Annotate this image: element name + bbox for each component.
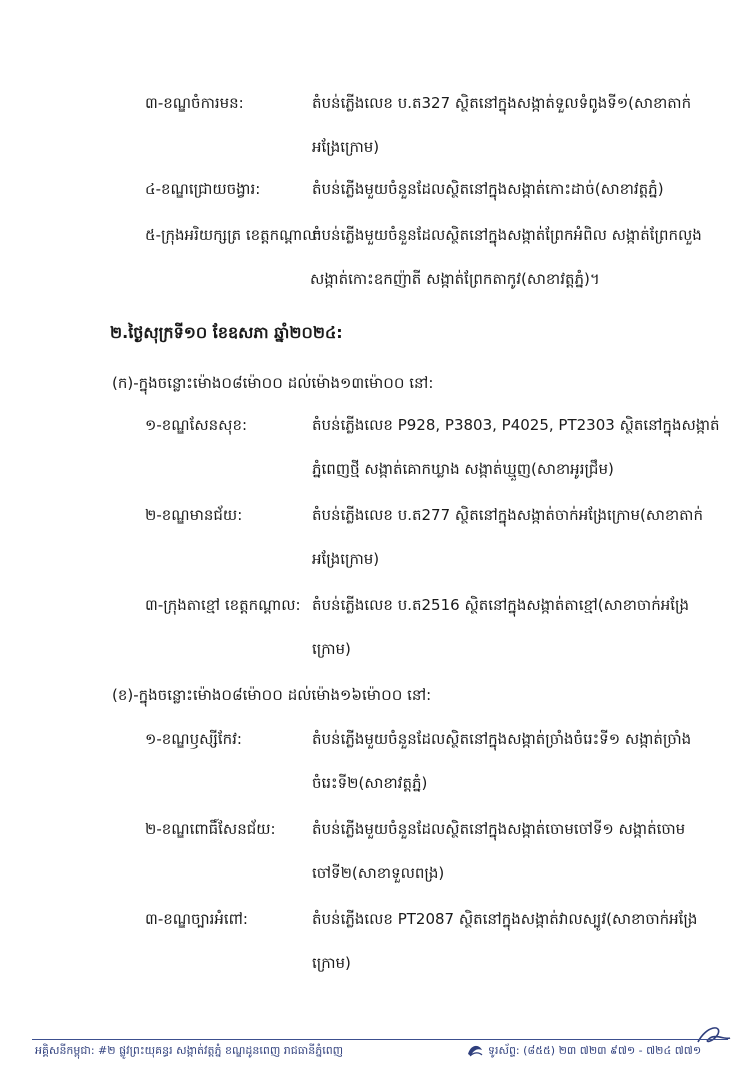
- group-a-item-1-desc-cont: ភ្នំពេញថ្មី សង្កាត់គោកឃ្លាង សង្កាត់ឃ្មួញ(សាខាអូរជ្រឹម): [312, 460, 614, 478]
- item-chamkarmon-desc: តំបន់ភ្លើងលេខ ប.ត327 ស្ថិតនៅក្នុងសង្កាត់ទួលទំពូងទី១(សាខាតាក់: [312, 94, 692, 112]
- group-a-item-3-label: ៣-ក្រុងតាខ្មៅ ខេត្តកណ្ដាល:: [145, 596, 301, 614]
- group-a-item-3-desc: តំបន់ភ្លើងលេខ ប.ត2516 ស្ថិតនៅក្នុងសង្កាត់តាខ្មៅ(សាខាចាក់អង្រែ: [312, 596, 690, 614]
- group-b-item-3-desc: តំបន់ភ្លើងលេខ PT2087 ស្ថិតនៅក្នុងសង្កាត់វាលស្បូវ(សាខាចាក់អង្រែ: [312, 910, 698, 928]
- item-chamkarmon-desc-cont: អង្រែក្រោម): [312, 138, 380, 156]
- item-arey-ksatr-desc: តំបន់ភ្លើងមួយចំនួនដែលស្ថិតនៅក្នុងសង្កាត់ព្រែកអំពិល សង្កាត់ព្រែកលួង: [312, 226, 702, 244]
- group-b-item-2-desc-cont: ចៅទី២(សាខាទួលពង្រ): [312, 864, 445, 882]
- group-a-item-2-desc: តំបន់ភ្លើងលេខ ប.ត277 ស្ថិតនៅក្នុងសង្កាត់ចាក់អង្រែក្រោម(សាខាតាក់: [312, 506, 703, 524]
- item-arey-ksatr-desc-cont: សង្កាត់កោះឧកញ៉ាតី សង្កាត់ព្រែកតាកូវ(សាខាវត្តភ្នំ)។: [310, 270, 600, 288]
- item-chroy-changvar-label: ៤-ខណ្ឌជ្រោយចង្វារ:: [145, 180, 261, 198]
- group-a-title: (ក)-ក្នុងចន្លោះម៉ោង០៨ម៉ោ០០ ដល់ម៉ោង១៣ម៉ោ០០ នៅ:: [112, 374, 434, 392]
- group-b-item-1-label: ១-ខណ្ឌឫស្សីកែវ:: [145, 730, 242, 748]
- group-b-item-1-desc: តំបន់ភ្លើងមួយចំនួនដែលស្ថិតនៅក្នុងសង្កាត់ច្រាំងចំរេះទី១ សង្កាត់ច្រាំង: [312, 730, 692, 748]
- footer-address: អគ្គិសនីកម្ពុជា: #២ ផ្លូវព្រះយុគន្ធរ សង្កាត់វត្តភ្នំ ខណ្ឌដូនពេញ រាជធានីភ្នំពេញ: [35, 1044, 344, 1057]
- edc-logo-icon: [465, 1040, 485, 1060]
- group-b-item-2-desc: តំបន់ភ្លើងមួយចំនួនដែលស្ថិតនៅក្នុងសង្កាត់ចោមចៅទី១ សង្កាត់ចោម: [312, 820, 686, 838]
- group-a-item-1-desc: តំបន់ភ្លើងលេខ P928, P3803, P4025, PT2303 ស្ថិតនៅក្នុងសង្កាត់: [312, 416, 720, 434]
- group-a-item-2-label: ២-ខណ្ឌមានជ័យ:: [145, 506, 243, 524]
- group-a-item-1-label: ១-ខណ្ឌសែនសុខ:: [145, 416, 248, 434]
- group-b-item-3-label: ៣-ខណ្ឌច្បារអំពៅ:: [145, 910, 248, 928]
- item-chamkarmon-label: ៣-ខណ្ឌចំការមន:: [145, 94, 244, 112]
- group-a-item-2-desc-cont: អង្រែក្រោម): [312, 550, 380, 568]
- item-chroy-changvar-desc: តំបន់ភ្លើងមួយចំនួនដែលស្ថិតនៅក្នុងសង្កាត់កោះដាច់(សាខាវត្តភ្នំ): [312, 180, 664, 198]
- footer-phone: ទូរស័ព្ទ: (៨៥៥) ២៣ ៧២៣ ៩៧១ - ៧២៤ ៧៧១: [488, 1044, 702, 1057]
- group-b-title: (ខ)-ក្នុងចន្លោះម៉ោង០៨ម៉ោ០០ ដល់ម៉ោង១៦ម៉ោ០០ នៅ:: [112, 686, 432, 704]
- group-b-item-2-label: ២-ខណ្ឌពោធិ៍សែនជ័យ:: [145, 820, 276, 838]
- group-b-item-3-desc-cont: ក្រោម): [312, 954, 351, 972]
- section-2-heading: ២.ថ្ងៃសុក្រទី១០ ខែឧសភា ឆ្នាំ២០២៤:: [110, 323, 343, 342]
- footer-divider: [32, 1039, 728, 1040]
- group-a-item-3-desc-cont: ក្រោម): [312, 640, 351, 658]
- group-b-item-1-desc-cont: ចំរេះទី២(សាខាវត្តភ្នំ): [312, 774, 428, 792]
- item-arey-ksatr-label: ៥-ក្រុងអរិយក្សត្រ ខេត្តកណ្ដាល:: [145, 226, 322, 244]
